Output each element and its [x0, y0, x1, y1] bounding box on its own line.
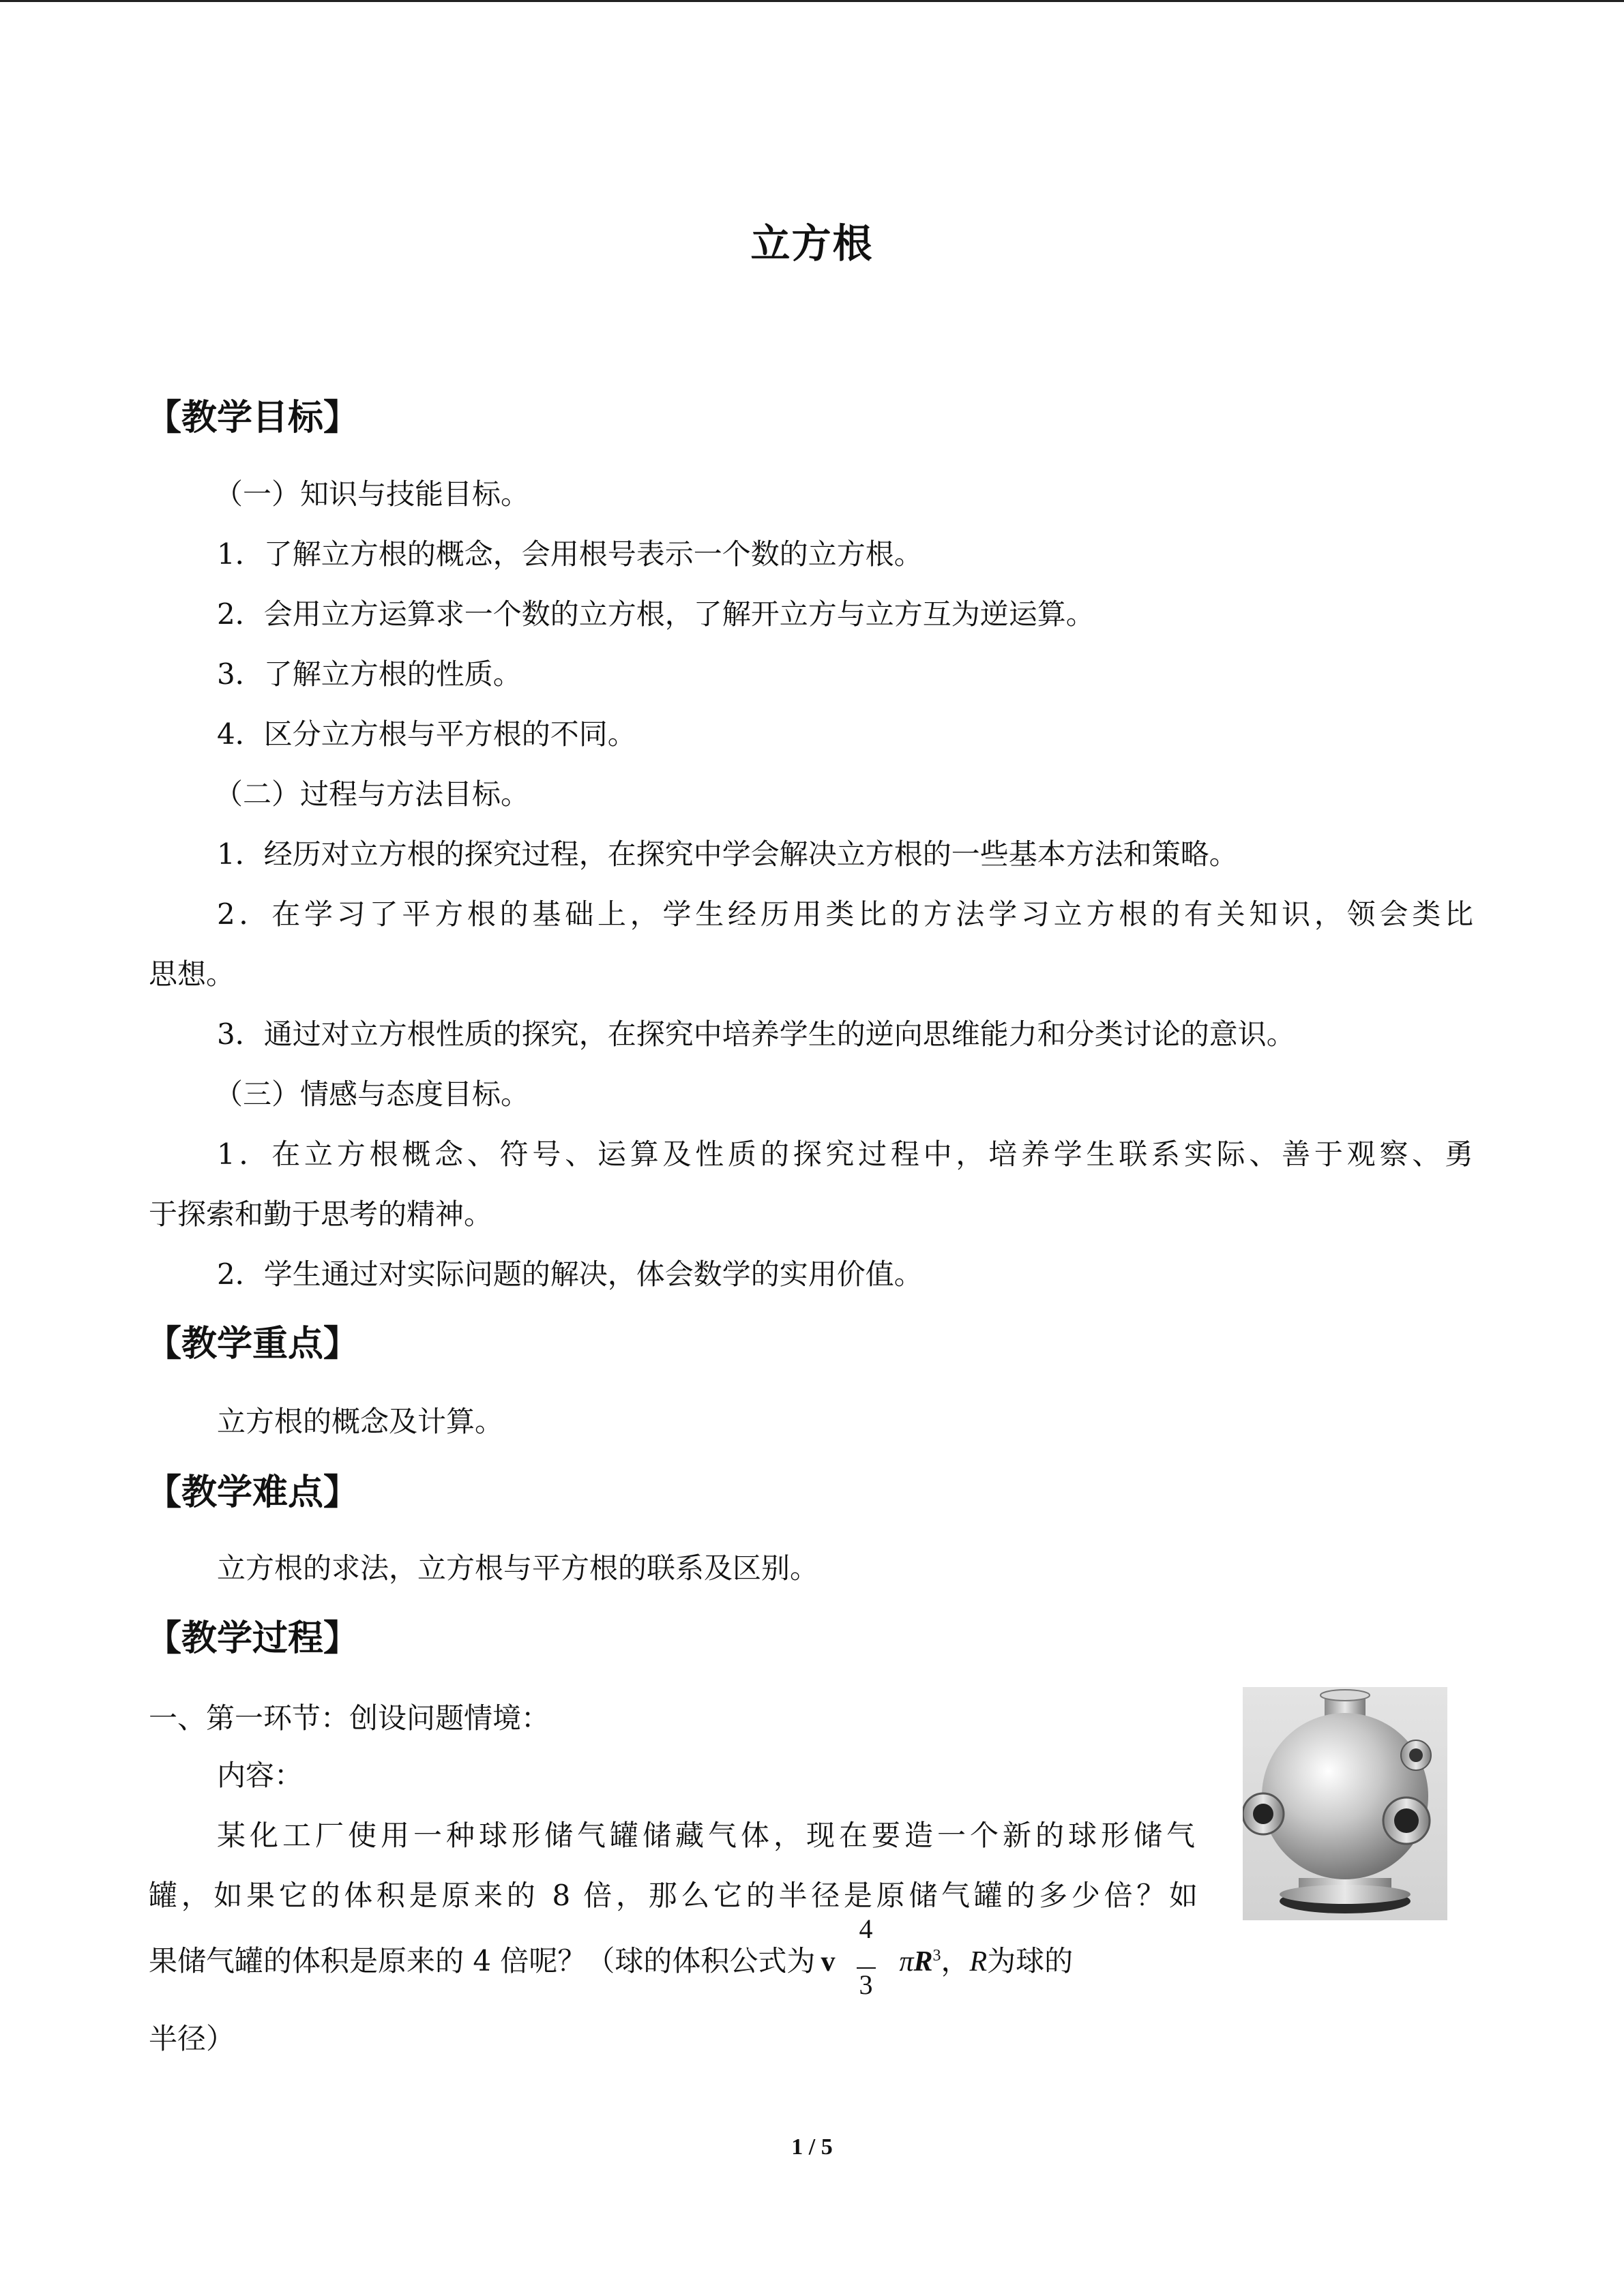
objective-line: 1．经历对立方根的探究过程，在探究中学会解决立方根的一些基本方法和策略。	[217, 837, 1238, 871]
content-label: 内容：	[217, 1759, 304, 1792]
objective-line: 4．区分立方根与平方根的不同。	[217, 717, 636, 751]
paragraph-line: 罐，如果它的体积是原来的 8 倍，那么它的半径是原储气罐的多少倍？如	[149, 1879, 1198, 1912]
formula-exponent: 3	[932, 1947, 941, 1965]
page-number: 1 / 5	[791, 2134, 833, 2160]
difficulties-text: 立方根的求法，立方根与平方根的联系及区别。	[217, 1551, 819, 1585]
fraction-numerator: 4	[859, 1913, 873, 1944]
heading-difficulties: 【教学难点】	[146, 1472, 359, 1513]
objective-line: 3．通过对立方根性质的探究，在探究中培养学生的逆向思维能力和分类讨论的意识。	[217, 1017, 1295, 1051]
objective-line: （一）知识与技能目标。	[214, 477, 530, 511]
formula-fraction	[855, 1913, 896, 2000]
formula-r: R	[913, 1946, 933, 1978]
formula-v: v	[821, 1946, 836, 1978]
objective-line: 1．了解立方根的概念，会用根号表示一个数的立方根。	[217, 537, 923, 571]
paragraph-line: 某化工厂使用一种球形储气罐储藏气体，现在要造一个新的球形储气	[217, 1819, 1195, 1852]
page-title: 立方根	[750, 220, 874, 267]
objective-line: 思想。	[149, 957, 235, 991]
radius-symbol: R	[969, 1946, 988, 1978]
paragraph-text: 果储气罐的体积是原来的 4 倍呢？（球的体积公式为	[149, 1944, 816, 1978]
paragraph-text: ，	[941, 1944, 970, 1978]
heading-key-points: 【教学重点】	[146, 1324, 359, 1365]
objective-line: 3．了解立方根的性质。	[217, 657, 522, 691]
objective-line: 1．在立方根概念、符号、运算及性质的探究过程中，培养学生联系实际、善于观察、勇	[217, 1137, 1473, 1171]
formula-pi: π	[899, 1946, 914, 1978]
objective-line: 2．在学习了平方根的基础上，学生经历用类比的方法学习立方根的有关知识，领会类比	[217, 897, 1473, 931]
process-step-1: 一、第一环节：创设问题情境：	[149, 1701, 550, 1735]
page-top-border	[0, 0, 1624, 2]
objective-line: 2．学生通过对实际问题的解决，体会数学的实用价值。	[217, 1257, 923, 1291]
paragraph-text: 为球的	[987, 1944, 1074, 1978]
objective-line: （二）过程与方法目标。	[214, 777, 530, 811]
fraction-denominator: 3	[859, 1969, 873, 2000]
heading-process: 【教学过程】	[146, 1618, 359, 1659]
paragraph-line-formula	[149, 1913, 1074, 2000]
key-points-text: 立方根的概念及计算。	[217, 1405, 504, 1438]
gas-tank-image	[1243, 1687, 1447, 1920]
paragraph-line: 半径）	[149, 2022, 235, 2055]
objective-line: （三）情感与态度目标。	[214, 1077, 530, 1111]
heading-objectives: 【教学目标】	[146, 398, 359, 438]
fraction-bar	[857, 1967, 876, 1969]
objective-line: 于探索和勤于思考的精神。	[149, 1197, 493, 1231]
objective-line: 2．会用立方运算求一个数的立方根，了解开立方与立方互为逆运算。	[217, 597, 1095, 631]
gas-tank-illustration	[1243, 1687, 1447, 1920]
